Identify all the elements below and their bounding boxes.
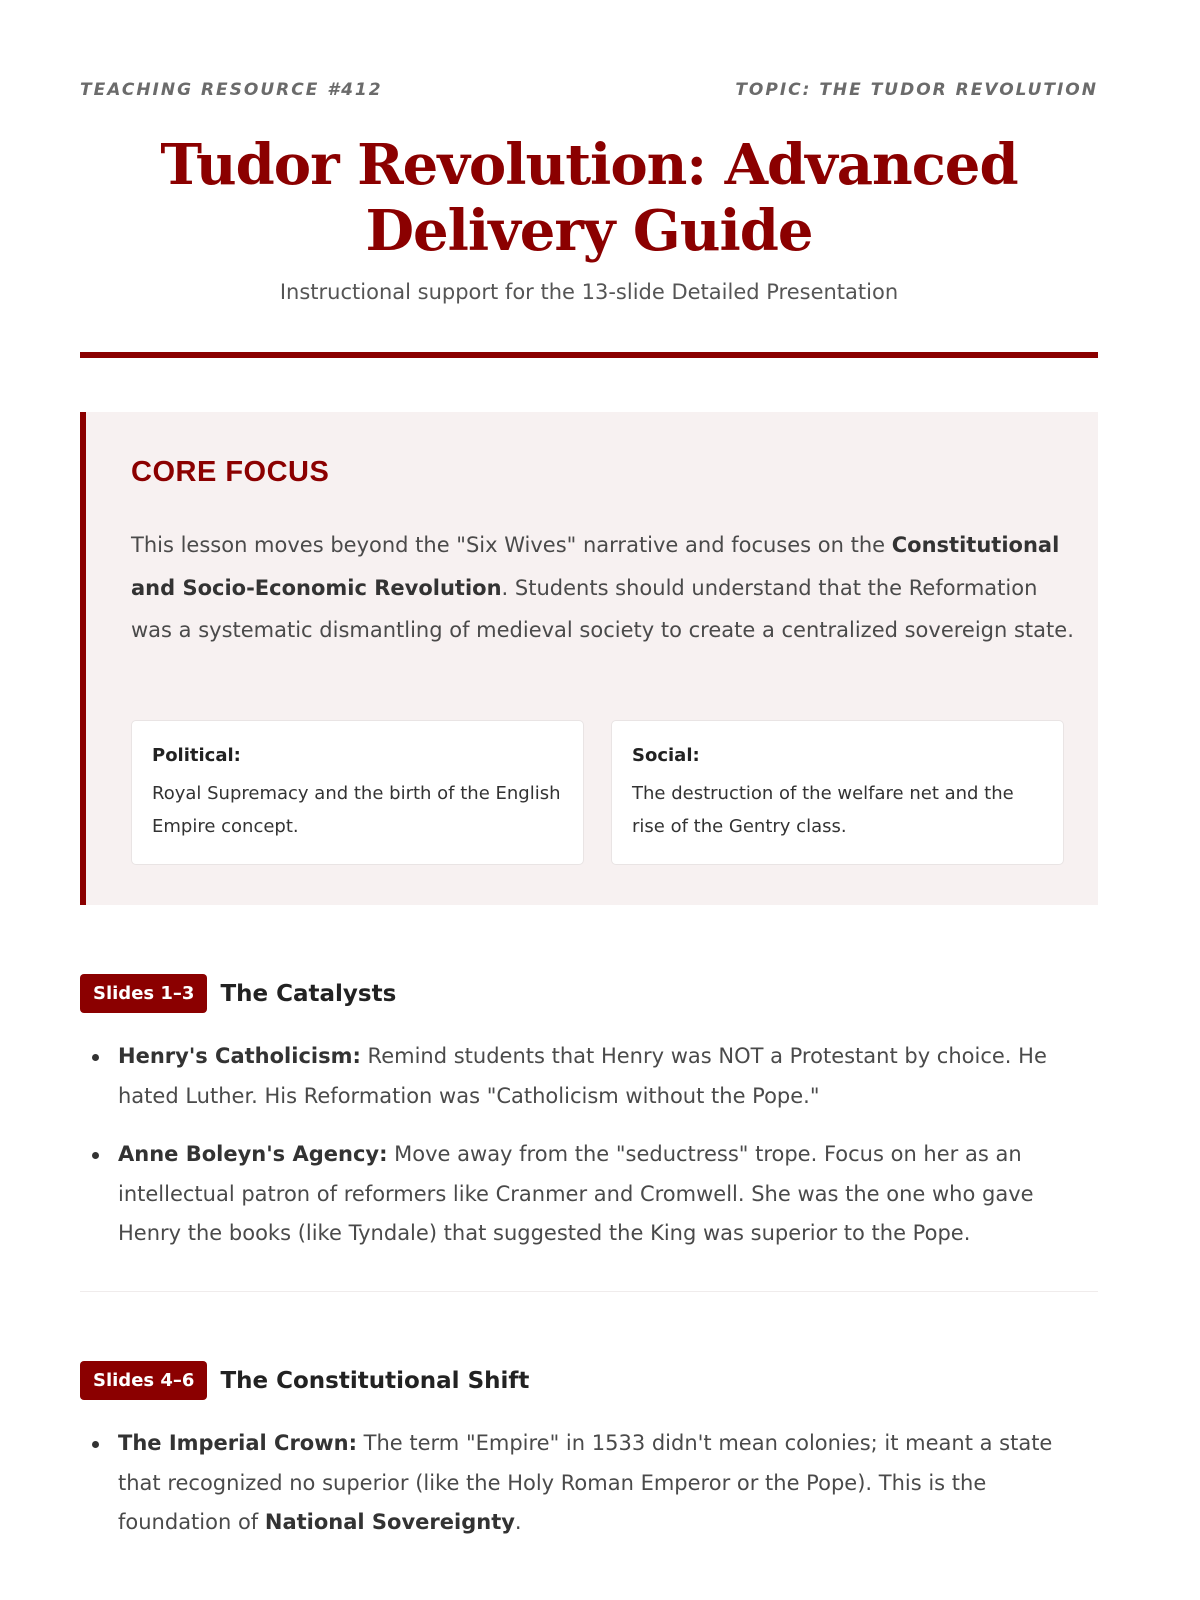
bullet-term: Henry's Catholicism:	[118, 1044, 361, 1068]
bullet-text: The term "Empire" in 1533 didn't mean colonies; it meant a state that recognized no superior (like the Holy Roman Emperor or the Pope). This is the foundation of	[118, 1431, 1053, 1534]
section-bullets-catalysts	[118, 1037, 1093, 1273]
page-subtitle: Instructional support for the 13-slide Detailed Presentation	[279, 280, 899, 304]
social-card	[611, 720, 1064, 865]
core-focus-box	[80, 412, 1098, 905]
header-meta-row	[80, 80, 1098, 100]
list-item	[118, 1037, 1093, 1116]
bullet-text-end: .	[514, 1510, 522, 1534]
section-divider	[80, 1291, 1098, 1292]
bullet-emphasis: National Sovereignty	[264, 1510, 515, 1534]
core-focus-emphasis: Constitutional and Socio-Economic Revolution	[131, 533, 1060, 600]
core-focus-text-2: . Students should understand that the Reformation was a systematic dismantling of medieval society to create a centralized sovereign state.	[131, 575, 1074, 642]
social-card-label: Social:	[632, 745, 700, 766]
social-card-text: The destruction of the welfare net and the rise of the Gentry class.	[632, 783, 1014, 837]
slides-badge: Slides 1–3	[80, 974, 207, 1013]
bullet-text: Remind students that Henry was NOT a Protestant by choice. He hated Luther. His Reformation was "Catholicism without the Pope."	[118, 1044, 1047, 1108]
section-header-constitutional-shift	[80, 1361, 529, 1400]
section-title: The Catalysts	[220, 980, 397, 1007]
core-focus-paragraph	[131, 524, 1081, 652]
slides-badge: Slides 4–6	[80, 1361, 207, 1400]
bullet-term: Anne Boleyn's Agency:	[118, 1142, 388, 1166]
political-card	[131, 720, 584, 865]
bullet-text: Move away from the "seductress" trope. Focus on her as an intellectual patron of reformers like Cranmer and Cromwell. She was the one who gave Henry the books (like Tyndale) that suggested the King was superior to the Pope.	[118, 1142, 1034, 1245]
resource-label: TEACHING RESOURCE #412	[80, 80, 383, 100]
bullet-term: The Imperial Crown:	[118, 1431, 357, 1455]
core-focus-heading: CORE FOCUS	[131, 456, 330, 488]
page-title: Tudor Revolution: Advanced Delivery Guide	[160, 132, 1018, 264]
section-header-catalysts	[80, 974, 396, 1013]
section-title: The Constitutional Shift	[220, 1367, 530, 1394]
topic-label: TOPIC: THE TUDOR REVOLUTION	[735, 80, 1098, 100]
core-focus-text-1: This lesson moves beyond the "Six Wives" narrative and focuses on the	[131, 533, 892, 557]
political-card-text: Royal Supremacy and the birth of the English Empire concept.	[152, 783, 561, 837]
list-item	[118, 1424, 1093, 1543]
political-card-label: Political:	[152, 745, 241, 766]
list-item	[118, 1135, 1093, 1254]
header-divider	[80, 352, 1098, 358]
section-bullets-constitutional-shift	[118, 1424, 1093, 1562]
